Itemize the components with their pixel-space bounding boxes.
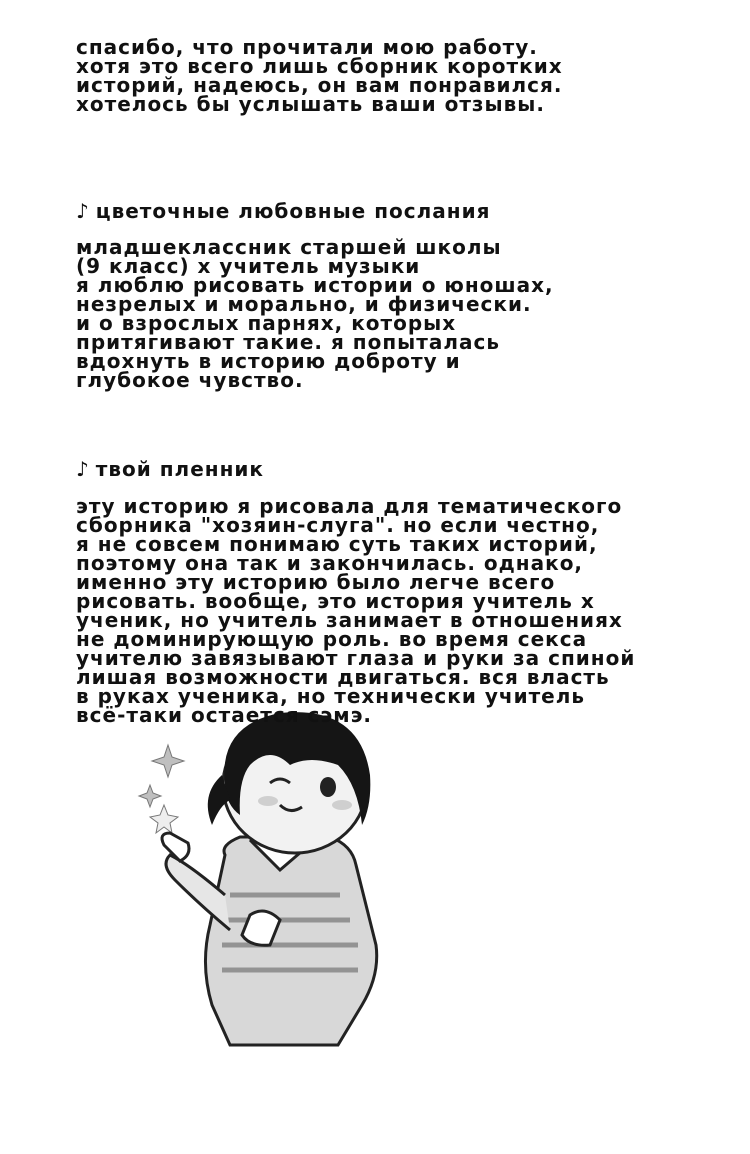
section2-line: в руках ученика, но технически учитель [76, 684, 586, 708]
section1-line: младшеклассник старшей школы [76, 235, 502, 259]
section2-line: лишая возможности двигаться. вся власть [76, 665, 610, 689]
section1-line: вдохнуть в историю доброту и [76, 349, 461, 373]
intro-text [76, 35, 563, 116]
section2-line: эту историю я рисовала для тематического [76, 494, 623, 518]
section2-line: именно эту историю было легче всего [76, 570, 556, 594]
section2-line: ученик, но учитель занимает в отношениях [76, 608, 623, 632]
section-title: цветочные любовные послания [95, 199, 491, 223]
intro-line: хотелось бы услышать ваши отзывы. [76, 92, 545, 116]
section1-line: незрелых и морально, и физически. [76, 292, 532, 316]
section-heading-flower-letters [76, 199, 490, 223]
section2-line: рисовать. вообще, это история учитель х [76, 589, 595, 613]
section2-line: учителю завязывают глаза и руки за спиной [76, 646, 636, 670]
section2-text [76, 494, 636, 727]
section1-line: я люблю рисовать истории о юношах, [76, 273, 554, 297]
section-heading-your-prisoner [76, 457, 264, 481]
intro-line: спасибо, что прочитали мою работу. [76, 35, 538, 59]
section-title: твой пленник [95, 457, 264, 481]
section1-text [76, 235, 554, 392]
section2-line: не доминирующую роль. во время секса [76, 627, 588, 651]
section2-line: сборника "хозяин-слуга". но если честно, [76, 513, 600, 537]
section1-line: и о взрослых парнях, которых [76, 311, 457, 335]
section1-line: (9 класс) х учитель музыки [76, 254, 421, 278]
section2-line: я не совсем понимаю суть таких историй, [76, 532, 598, 556]
intro-line: хотя это всего лишь сборник коротких [76, 54, 563, 78]
section2-line: всё-таки остается сэмэ. [76, 703, 373, 727]
chibi-character-illustration [130, 705, 460, 1085]
section1-line: притягивают такие. я попыталась [76, 330, 500, 354]
music-note-icon: ♪ [76, 199, 90, 223]
section1-line: глубокое чувство. [76, 368, 304, 392]
section2-line: поэтому она так и закончилась. однако, [76, 551, 584, 575]
music-note-icon: ♪ [76, 457, 90, 481]
intro-line: историй, надеюсь, он вам понравился. [76, 73, 563, 97]
